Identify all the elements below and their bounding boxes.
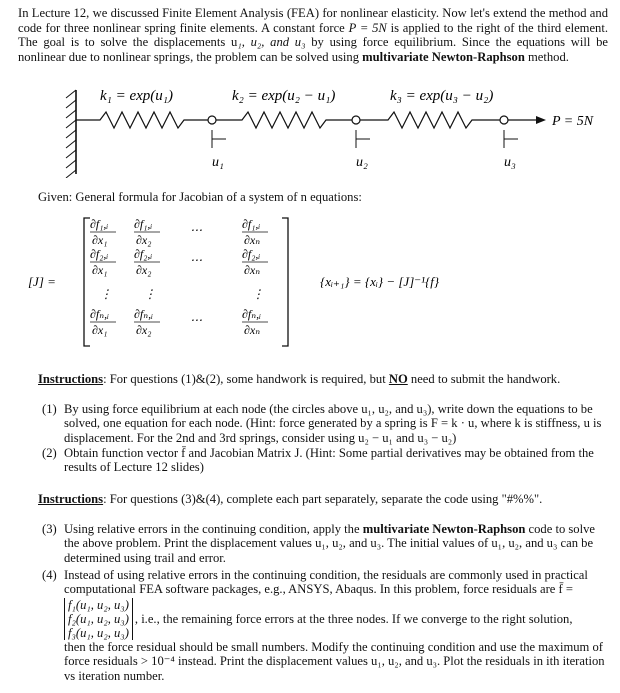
svg-text:∂f₁,ᵢ: ∂f₁,ᵢ: [134, 217, 153, 231]
question-2-text: Obtain function vector f̄ and Jacobian Matrix J. (Hint: Some partial derivatives may be obtained from the results of Lecture 12 slides): [64, 446, 594, 475]
spring-diagram: [60, 82, 620, 178]
k2-label: k₂ = exp(u₂ − u₁): [232, 88, 336, 104]
instructions-1-no: NO: [388, 372, 408, 386]
question-3-number: (3): [42, 522, 57, 536]
instructions-2: [38, 492, 608, 507]
question-1-number: (1): [42, 402, 57, 416]
svg-text:∂xₙ: ∂xₙ: [244, 233, 261, 247]
svg-text:⋮: ⋮: [100, 287, 112, 301]
question-1: [42, 402, 610, 445]
svg-text:⋮: ⋮: [252, 287, 264, 301]
svg-text:⋯: ⋯: [190, 223, 202, 237]
svg-text:∂fₙ,ᵢ: ∂fₙ,ᵢ: [134, 307, 154, 321]
node-3: [500, 116, 508, 124]
jacobian-label: [J] =: [28, 274, 56, 289]
spring-3: [360, 112, 500, 128]
node-1: [208, 116, 216, 124]
svg-text:∂f₂,ᵢ: ∂f₂,ᵢ: [90, 247, 109, 261]
instructions-2-head: Instructions: [38, 492, 104, 506]
svg-text:∂fₙ,ᵢ: ∂fₙ,ᵢ: [242, 307, 262, 321]
residual-f2: f₂(u₁, u₂, u₃): [68, 611, 129, 626]
question-2-number: (2): [42, 446, 57, 460]
intro-text-1: In Lecture 12, we discussed Finite Element Analysis (FEA) for nonlinear elasticity. Now let's extend the method and code for three nonlinear spring finite elements. A constant force: [18, 6, 608, 35]
instructions-1-head: Instructions: [38, 372, 104, 386]
instructions-1-text: : For questions (1)&(2), some handwork is required, but: [103, 372, 386, 386]
spring-2: [216, 112, 352, 128]
question-4: [42, 568, 610, 683]
question-4-text-a: Instead of using relative errors in the continuing condition, the residuals are commonly used in practical computational FEA software packages, e.g., ANSYS, Abaqus. In this problem, force residuals are f̄ =: [64, 568, 588, 597]
question-1-text: By using force equilibrium at each node (the circles above u₁, u₂, and u₃), write down the equations to be solved, one equation for each node. (Hint: force generated by a spring is F = k · u, where k is stiffness, u is displacement. For the 2nd and 3rd springs, consider using u₂ − u₁ and u₃ − u₂): [64, 402, 602, 445]
jacobian-matrix: [28, 212, 620, 354]
displacement-marker-1: [212, 130, 226, 148]
wall-icon: [66, 90, 76, 178]
instructions-1: [38, 372, 608, 387]
svg-text:∂f₁,ᵢ: ∂f₁,ᵢ: [90, 217, 109, 231]
residual-f3: f₃(u₁, u₂, u₃): [68, 625, 129, 640]
question-3-bold: multivariate Newton-Raphson: [362, 522, 526, 536]
svg-text:∂f₁,ᵢ: ∂f₁,ᵢ: [242, 217, 261, 231]
spring-1: [76, 112, 208, 128]
instructions-1-text2: need to submit the handwork.: [410, 372, 561, 386]
node-2: [352, 116, 360, 124]
newton-update-formula: {xᵢ₊₁} = {xᵢ} − [J]⁻¹{f}: [320, 274, 440, 289]
question-2: [42, 446, 610, 475]
intro-text-3: by using force equilibrium. Since the equations will be nonlinear due to nonlinear springs, the problem can be solved using: [18, 35, 608, 64]
question-3-text-c: code to solve the above problem. Print the displacement values u₁, u₂, and u₃. The initial values of u₁, u₂, and u₃ can be determined using trail and error.: [64, 522, 595, 565]
instructions-2-text: : For questions (3)&(4), complete each part separately, separate the code using "#%%".: [103, 492, 543, 506]
svg-text:⋯: ⋯: [190, 313, 202, 327]
question-4-text-c: then the force residual should be small numbers. Modify the continuing condition and use the maximum of force residuals > 10⁻⁴ instead. Print the displacement values u₁, u₂, and u₃. Plot the residuals in ith iteration vs iteration number.: [64, 639, 605, 683]
svg-text:∂x₂: ∂x₂: [136, 233, 152, 247]
u3-label: u₃: [504, 155, 516, 170]
intro-text-2: is applied to the right of the third element. The goal is to solve the displacements u: [18, 20, 609, 50]
svg-text:∂f₂,ᵢ: ∂f₂,ᵢ: [242, 247, 261, 261]
u1-label: u₁: [212, 155, 224, 170]
svg-text:∂x₂: ∂x₂: [136, 323, 152, 337]
residual-f1: f₁(u₁, u₂, u₃): [68, 597, 129, 612]
svg-text:⋮: ⋮: [144, 287, 156, 301]
svg-text:⋯: ⋯: [190, 253, 202, 267]
svg-text:∂x₁: ∂x₁: [92, 263, 108, 277]
intro-method-bold: multivariate Newton-Raphson: [362, 49, 525, 64]
svg-text:∂xₙ: ∂xₙ: [244, 263, 261, 277]
svg-text:∂fₙ,ᵢ: ∂fₙ,ᵢ: [90, 307, 110, 321]
svg-text:∂x₂: ∂x₂: [136, 263, 152, 277]
k3-label: k₃ = exp(u₃ − u₂): [390, 88, 494, 104]
force-label: P = 5N: [552, 114, 594, 129]
svg-text:∂f₂,ᵢ: ∂f₂,ᵢ: [134, 247, 153, 261]
intro-force: P = 5N: [348, 20, 387, 35]
displacement-marker-3: [504, 130, 518, 148]
intro-text-4: method.: [528, 49, 569, 64]
residual-vector: [64, 598, 133, 640]
intro-u-list: ₁, u₂, and u₃: [237, 35, 306, 50]
question-3: [42, 522, 610, 565]
question-4-number: (4): [42, 568, 57, 582]
question-4-text-b: , i.e., the remaining force errors at the three nodes. If we converge to the right solution,: [134, 611, 573, 626]
given-line: Given: General formula for Jacobian of a system of n equations:: [38, 190, 362, 204]
u2-label: u₂: [356, 155, 368, 170]
k1-label: k₁ = exp(u₁): [100, 88, 174, 104]
svg-text:∂x₁: ∂x₁: [92, 233, 108, 247]
force-arrow-icon: [536, 116, 546, 124]
displacement-marker-2: [356, 130, 370, 148]
question-3-text-a: Using relative errors in the continuing condition, apply the: [64, 522, 360, 536]
svg-text:∂x₁: ∂x₁: [92, 323, 108, 337]
intro-paragraph: [18, 6, 608, 64]
svg-text:∂xₙ: ∂xₙ: [244, 323, 261, 337]
